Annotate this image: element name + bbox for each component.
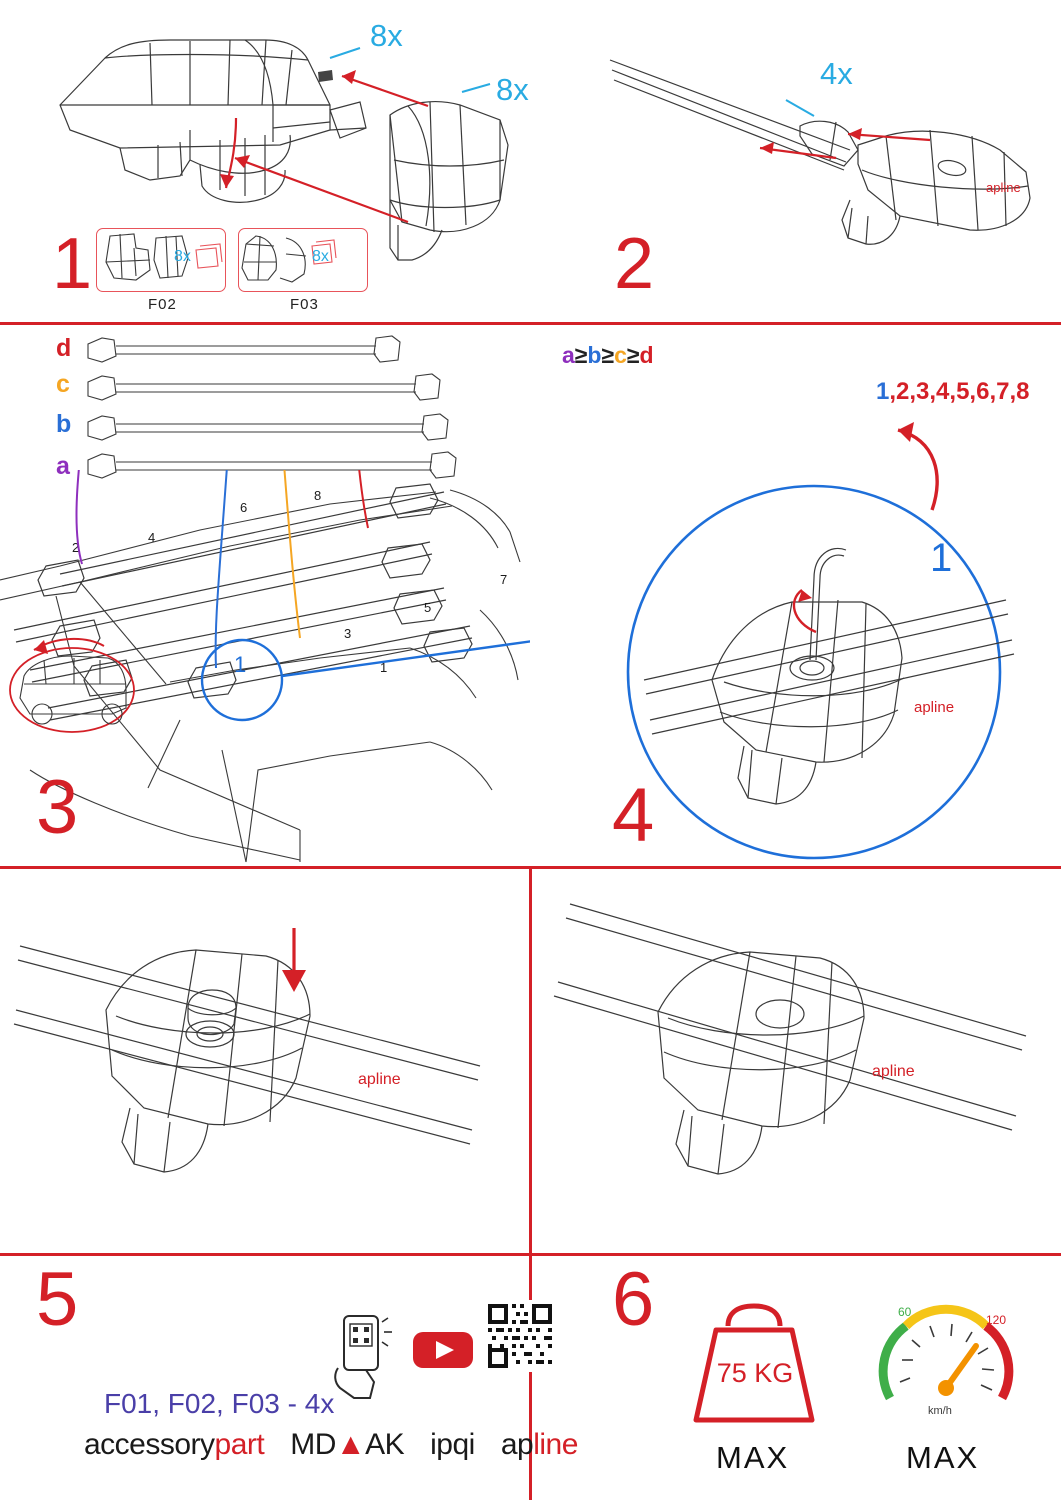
divider-row-1 [0, 322, 1061, 325]
svg-text:1: 1 [234, 652, 247, 677]
svg-text:apline: apline [358, 1071, 401, 1088]
svg-text:apline: apline [914, 699, 955, 716]
step5-parts-text: F01, F02, F03 - 4x [104, 1388, 335, 1419]
sequence-first: 1 [876, 378, 890, 405]
svg-text:6: 6 [240, 500, 248, 515]
measure-bars [80, 330, 460, 490]
step2-qty: 4x [820, 56, 853, 91]
weight-value: 75 KG [716, 1358, 794, 1388]
bar-label-d: d [56, 334, 72, 362]
svg-text:2: 2 [72, 540, 80, 555]
step-number-3: 3 [36, 765, 79, 850]
youtube-icon[interactable] [412, 1328, 474, 1372]
divider-col-mid [529, 866, 532, 1253]
step-number-6: 6 [612, 1257, 655, 1342]
speed-gauge-icon [876, 1294, 1016, 1434]
step4-detail-illustration [616, 482, 1036, 862]
ineq-c: c [614, 342, 627, 368]
part-label-f02: F02 [148, 296, 177, 313]
step4-detail-number: 1 [930, 536, 953, 580]
svg-text:km/h: km/h [928, 1405, 952, 1417]
step1-qty-right: 8x [496, 72, 529, 107]
step4-arrow-up [840, 408, 960, 518]
step3-car-roof-illustration [0, 470, 530, 866]
brand-mdak: MD▲AK [290, 1428, 405, 1461]
phone-qr-scan-icon [326, 1312, 396, 1402]
brand-apline: apline [500, 1428, 578, 1461]
part-box-f03-qty: 8x [312, 248, 329, 265]
step5-finished-illustration [540, 890, 1050, 1220]
svg-text:7: 7 [500, 572, 508, 587]
brand-accessorypart: accessorypart [84, 1428, 265, 1461]
step4-sequence [876, 378, 1029, 406]
svg-text:1: 1 [380, 660, 388, 675]
svg-text:4: 4 [148, 530, 156, 545]
bar-label-c: c [56, 370, 70, 398]
weight-max-label: MAX [716, 1440, 790, 1475]
svg-text:5: 5 [424, 600, 432, 615]
part-box-f02-qty: 8x [174, 248, 191, 265]
step5-illustration [10, 890, 510, 1220]
step-number-5: 5 [36, 1257, 79, 1342]
svg-text:3: 3 [344, 626, 352, 641]
step-number-4: 4 [612, 773, 655, 858]
sequence-rest: ,2,3,4,5,6,7,8 [889, 378, 1030, 405]
bar-label-b: b [56, 410, 72, 438]
part-label-f03: F03 [290, 296, 319, 313]
svg-text:60: 60 [898, 1305, 912, 1319]
svg-text:120: 120 [986, 1313, 1007, 1327]
svg-text:8: 8 [314, 488, 322, 503]
speed-max-label: MAX [906, 1440, 980, 1475]
brand-ipqi: ipqi [430, 1428, 475, 1461]
divider-col-bottom [529, 1253, 532, 1500]
brand-row [84, 1428, 578, 1462]
step-number-1: 1 [52, 224, 93, 304]
svg-text:apline: apline [986, 180, 1021, 195]
bar-label-a: a [56, 452, 70, 480]
step1-qty-top: 8x [370, 18, 403, 53]
ineq-a: a [562, 342, 575, 368]
step-number-2: 2 [614, 224, 655, 304]
ineq-b: b [587, 342, 602, 368]
svg-text:apline: apline [872, 1063, 915, 1080]
inequality-formula: a≥b≥c≥d [562, 342, 654, 368]
ineq-d: d [639, 342, 654, 368]
qr-code-icon[interactable] [484, 1300, 556, 1372]
